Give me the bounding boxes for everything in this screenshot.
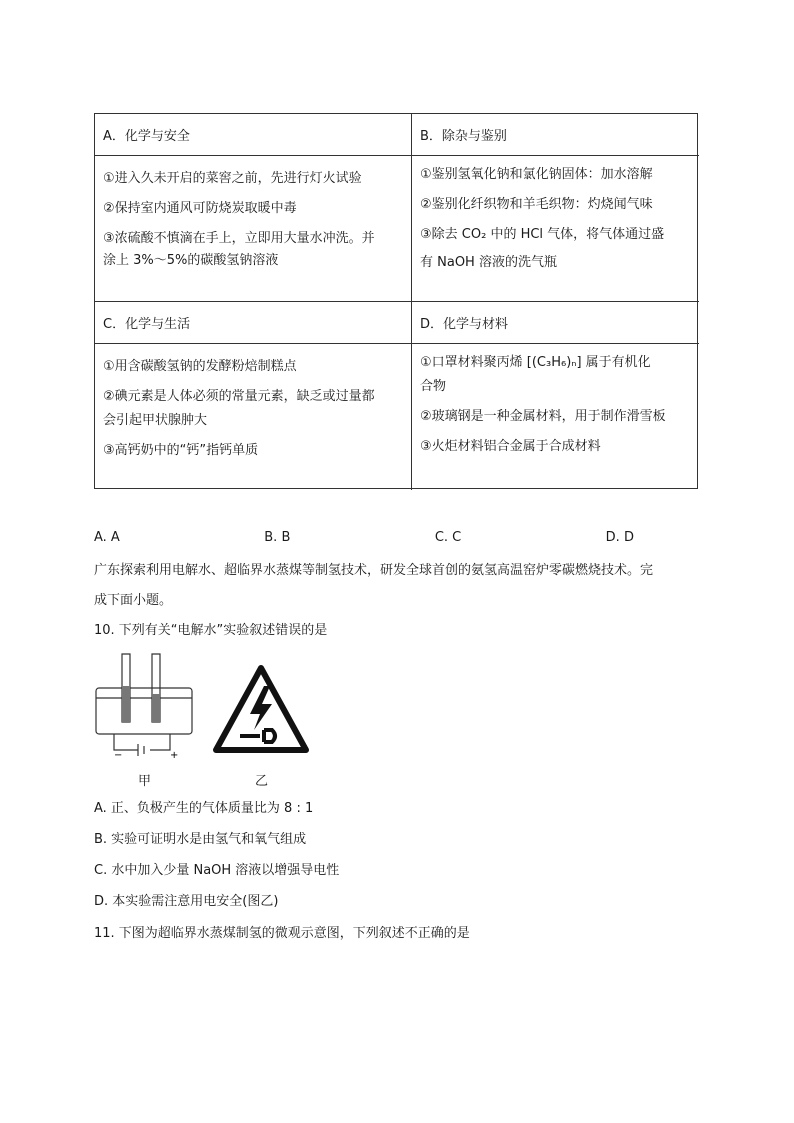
cell-c-title: C．化学与生活 bbox=[95, 302, 412, 344]
q10-option-b[interactable]: B. 实验可证明水是由氢气和氧气组成 bbox=[94, 832, 307, 847]
d-item-1-cont: 合物 bbox=[420, 379, 447, 394]
b-item-1: ①鉴别氢氧化钠和氯化钠固体：加水溶解 bbox=[420, 167, 653, 182]
intro-line-2: 成下面小题。 bbox=[94, 593, 173, 608]
cell-a-title: A．化学与安全 bbox=[95, 114, 412, 156]
d-item-3: ③火炬材料铝合金属于合成材料 bbox=[420, 439, 601, 454]
question-10: 10. 下列有关“电解水”实验叙述错误的是 bbox=[94, 623, 328, 638]
a-item-3-cont: 涂上 3%～5%的碳酸氢钠溶液 bbox=[103, 253, 279, 268]
electrical-safety-warning-icon bbox=[212, 664, 310, 756]
cell-d-body bbox=[412, 344, 699, 490]
a-item-1: ①进入久未开启的菜窖之前，先进行灯火试验 bbox=[103, 171, 362, 186]
d-item-1: ①口罩材料聚丙烯 [(C₃H₆)ₙ] 属于有机化 bbox=[420, 355, 651, 370]
electrolysis-apparatus-figure bbox=[94, 650, 194, 762]
cell-b-title: B．除杂与鉴别 bbox=[412, 114, 699, 156]
option-b[interactable]: B. B bbox=[264, 530, 291, 545]
b-item-3-cont: 有 NaOH 溶液的洗气瓶 bbox=[420, 255, 557, 270]
minus-sign: − bbox=[114, 750, 123, 761]
option-a[interactable]: A. A bbox=[94, 530, 120, 545]
a-item-2: ②保持室内通风可防烧炭取暖中毒 bbox=[103, 201, 297, 216]
question-11: 11. 下图为超临界水蒸煤制氢的微观示意图，下列叙述不正确的是 bbox=[94, 926, 470, 941]
plus-sign: + bbox=[170, 750, 179, 761]
figure-jia-label: 甲 bbox=[138, 774, 152, 789]
intro-line-1: 广东探索利用电解水、超临界水蒸煤等制氢技术，研发全球首创的氨氢高温窑炉零碳燃烧技术。完 bbox=[94, 563, 654, 578]
b-item-3: ③除去 CO₂ 中的 HCl 气体，将气体通过盛 bbox=[420, 227, 665, 242]
q9-options bbox=[94, 530, 634, 545]
cell-b-body bbox=[412, 156, 699, 302]
d-item-2: ②玻璃钢是一种金属材料，用于制作滑雪板 bbox=[420, 409, 666, 424]
c-item-2: ②碘元素是人体必须的常量元素，缺乏或过量都 bbox=[103, 389, 375, 404]
a-item-3: ③浓硫酸不慎滴在手上，立即用大量水冲洗。并 bbox=[103, 231, 375, 246]
b-item-2: ②鉴别化纤织物和羊毛织物：灼烧闻气味 bbox=[420, 197, 653, 212]
cell-d-title: D．化学与材料 bbox=[412, 302, 699, 344]
q10-option-a[interactable]: A. 正、负极产生的气体质量比为 8 : 1 bbox=[94, 801, 314, 816]
figure-yi-label: 乙 bbox=[255, 774, 269, 789]
cell-a-body bbox=[95, 156, 412, 302]
q10-option-d[interactable]: D. 本实验需注意用电安全(图乙) bbox=[94, 894, 279, 909]
q10-option-c[interactable]: C. 水中加入少量 NaOH 溶液以增强导电性 bbox=[94, 863, 340, 878]
option-c[interactable]: C. C bbox=[434, 530, 462, 545]
c-item-2-cont: 会引起甲状腺肿大 bbox=[103, 413, 208, 428]
option-d[interactable]: D. D bbox=[605, 530, 634, 545]
c-item-1: ①用含碳酸氢钠的发酵粉焙制糕点 bbox=[103, 359, 297, 374]
c-item-3: ③高钙奶中的“钙”指钙单质 bbox=[103, 443, 259, 458]
options-table bbox=[94, 113, 698, 489]
cell-c-body bbox=[95, 344, 412, 490]
